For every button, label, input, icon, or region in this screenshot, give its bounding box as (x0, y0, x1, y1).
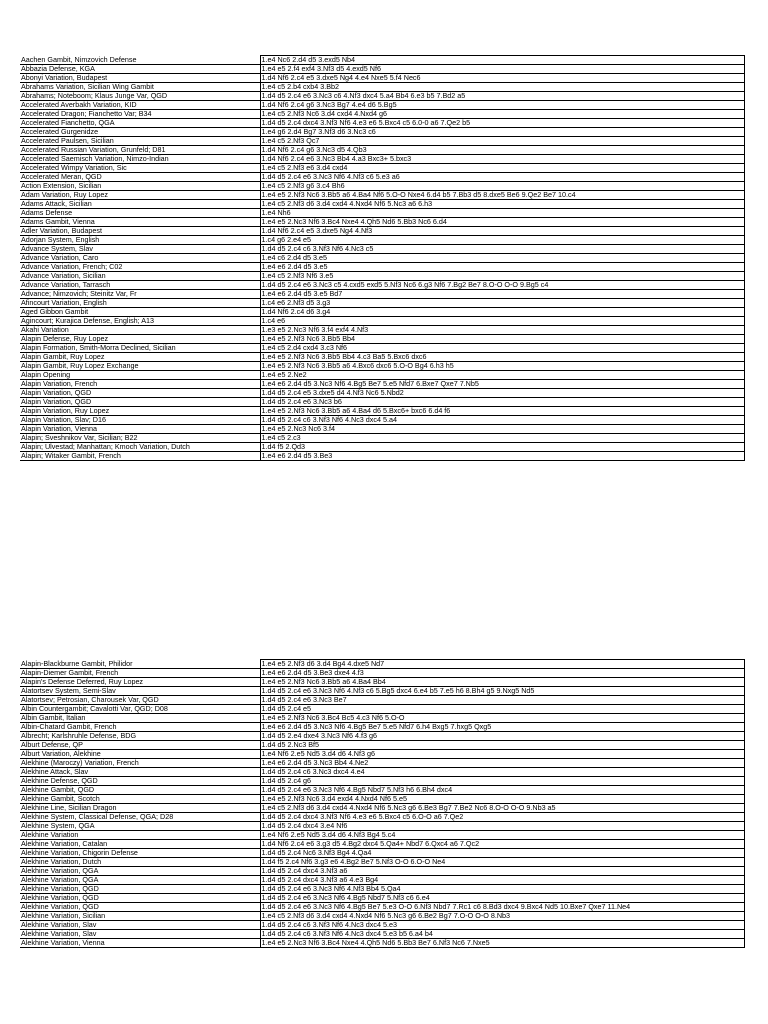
opening-moves-cell: 1.d4 d5 2.c4 dxc4 3.Nf3 Nf6 4.e3 e6 5.Bxc4 c5 6.0-0 a6 7.Qe2 b5 (260, 119, 744, 128)
opening-name-cell: Alapin Opening (20, 371, 260, 380)
table-row (20, 272, 744, 281)
opening-name-cell: Alekhine Variation, QGD (20, 894, 260, 903)
opening-moves-cell: 1.d4 d5 2.c4 e6 3.Nc3 Nf6 4.Bg5 Nbd7 5.Nf3 h6 6.Bh4 dxc4 (260, 786, 744, 795)
opening-moves-cell: 1.e4 e6 2.d4 d5 3.e5 Bd7 (260, 290, 744, 299)
table-row (20, 335, 744, 344)
opening-name-cell: Alapin Variation, Ruy Lopez (20, 407, 260, 416)
opening-moves-cell: 1.e4 e5 2.Nf3 Nc6 3.Bb5 a6 4.Ba4 d6 5.Bxc6+ bxc6 6.d4 f6 (260, 407, 744, 416)
opening-name-cell: Advance Variation, French; C02 (20, 263, 260, 272)
table-row (20, 209, 744, 218)
opening-moves-cell: 1.d4 Nf6 2.c4 g6 3.Nc3 d5 4.Qb3 (260, 146, 744, 155)
opening-name-cell: Albrecht; Karlshruhle Defense, BDG (20, 732, 260, 741)
table-row (20, 660, 744, 669)
table-row (20, 290, 744, 299)
openings-table-2 (20, 659, 745, 948)
opening-name-cell: Alapin-Blackburne Gambit, Philidor (20, 660, 260, 669)
table-row (20, 416, 744, 425)
opening-moves-cell: 1.d4 d5 2.c4 e5 (260, 705, 744, 714)
opening-moves-cell: 1.d4 d5 2.c4 e6 3.Nc3 Nf6 4.Bg5 Nbd7 5.Nf3 c6 6.e4 (260, 894, 744, 903)
table-row (20, 452, 744, 461)
opening-name-cell: Adler Variation, Budapest (20, 227, 260, 236)
opening-name-cell: Alapin Variation, French (20, 380, 260, 389)
table-row (20, 705, 744, 714)
table-row (20, 840, 744, 849)
table-row (20, 317, 744, 326)
table-row (20, 714, 744, 723)
opening-moves-cell: 1.e4 e5 2.Nf3 Nc6 3.Bb5 a6 4.Ba4 Bb4 (260, 678, 744, 687)
opening-name-cell: Alapin; Sveshnikov Var, Sicilian; B22 (20, 434, 260, 443)
opening-name-cell: Accelerated Paulsen, Sicilian (20, 137, 260, 146)
opening-moves-cell: 1.d4 d5 2.c4 dxc4 3.Nf3 Nf6 4.e3 e6 5.Bxc4 c5 6.O-O a6 7.Qe2 (260, 813, 744, 822)
opening-name-cell: Accelerated Russian Variation, Grunfeld; D81 (20, 146, 260, 155)
opening-moves-cell: 1.d4 d5 2.c4 e6 3.Nc3 c6 4.Nf3 dxc4 5.a4 Bb4 6.e3 b5 7.Bd2 a5 (260, 92, 744, 101)
opening-name-cell: Action Extension, Sicilian (20, 182, 260, 191)
opening-name-cell: Advance; Nimzovich; Steinitz Var, Fr (20, 290, 260, 299)
opening-name-cell: Abbazia Defense, KGA (20, 65, 260, 74)
opening-moves-cell: 1.d4 Nf6 2.c4 d6 3.g4 (260, 308, 744, 317)
opening-moves-cell: 1.e4 e6 2.d4 d5 3.Be3 dxe4 4.f3 (260, 669, 744, 678)
table-row (20, 939, 744, 948)
table-row (20, 155, 744, 164)
table-row (20, 236, 744, 245)
opening-name-cell: Advance Variation, Sicilian (20, 272, 260, 281)
opening-name-cell: Abrahams Variation, Sicilian Wing Gambit (20, 83, 260, 92)
opening-name-cell: Aged Gibbon Gambit (20, 308, 260, 317)
table-row (20, 56, 744, 65)
table-row (20, 443, 744, 452)
opening-moves-cell: 1.e4 e5 2.Nf3 Nc6 3.Bc4 Bc5 4.c3 Nf6 5.O-O (260, 714, 744, 723)
opening-moves-cell: 1.e4 Nf6 2.e5 Nd5 3.d4 d6 4.Nf3 g6 (260, 750, 744, 759)
opening-name-cell: Alekhine Gambit, Scotch (20, 795, 260, 804)
opening-name-cell: Alburt Variation, Alekhine (20, 750, 260, 759)
opening-moves-cell: 1.c4 g6 2.e4 e5 (260, 236, 744, 245)
table-row (20, 425, 744, 434)
table-row (20, 200, 744, 209)
opening-name-cell: Alekhine Attack, Slav (20, 768, 260, 777)
opening-name-cell: Accelerated Averbakh Variation, KID (20, 101, 260, 110)
table-row (20, 921, 744, 930)
opening-moves-cell: 1.d4 f5 2.Qd3 (260, 443, 744, 452)
opening-moves-cell: 1.d4 d5 2.c4 dxc4 3.Nf3 a6 4.e3 Bg4 (260, 876, 744, 885)
opening-moves-cell: 1.e4 e5 2.Nf3 d6 3.d4 Bg4 4.dxe5 Nd7 (260, 660, 744, 669)
opening-name-cell: Albin Countergambit; Cavalotti Var, QGD; D08 (20, 705, 260, 714)
table-row (20, 110, 744, 119)
table-row (20, 768, 744, 777)
opening-moves-cell: 1.d4 Nf6 2.c4 e6 3.Nc3 Bb4 4.a3 Bxc3+ 5.bxc3 (260, 155, 744, 164)
opening-moves-cell: 1.e4 c5 2.Nf3 d6 3.d4 cxd4 4.Nxd4 Nf6 5.Nc3 g6 6.Be2 Bg7 7.O-O O-O 8.Nb3 (260, 912, 744, 921)
opening-moves-cell: 1.e4 e5 2.Nf3 Nc6 3.Bb5 Bb4 (260, 335, 744, 344)
table-row (20, 912, 744, 921)
opening-name-cell: Accelerated Fianchetto, QGA (20, 119, 260, 128)
opening-moves-cell: 1.e4 c5 2.Nf3 d6 3.d4 cxd4 4.Nxd4 Nf6 5.Nc3 g6 6.Be3 Bg7 7.Be2 Nc6 8.O-O O-O 9.Nb3 a5 (260, 804, 744, 813)
table-row (20, 344, 744, 353)
opening-name-cell: Alapin Variation, QGD (20, 389, 260, 398)
opening-moves-cell: 1.e3 e5 2.Nc3 Nf6 3.f4 exf4 4.Nf3 (260, 326, 744, 335)
opening-name-cell: Alburt Defense, QP (20, 741, 260, 750)
opening-name-cell: Alekhine Variation, Dutch (20, 858, 260, 867)
table-row (20, 434, 744, 443)
opening-moves-cell: 1.d4 d5 2.c4 e6 3.Nc3 c5 4.cxd5 exd5 5.Nf3 Nc6 6.g3 Nf6 7.Bg2 Be7 8.O-O O-O 9.Bg5 c4 (260, 281, 744, 290)
table-row (20, 885, 744, 894)
opening-name-cell: Alapin Formation, Smith-Morra Declined, Sicilian (20, 344, 260, 353)
table-row (20, 83, 744, 92)
opening-name-cell: Alekhine Defense, QGD (20, 777, 260, 786)
opening-moves-cell: 1.d4 d5 2.c4 e6 3.Nc3 Nf6 4.Nf3 c6 5.Bg5 dxc4 6.e4 b5 7.e5 h6 8.Bh4 g5 9.Nxg5 Nd5 (260, 687, 744, 696)
opening-name-cell: Alapin; Ulvestad; Manhattan; Kmoch Variation, Dutch (20, 443, 260, 452)
opening-moves-cell: 1.e4 e5 2.Nc3 Nf6 3.Bc4 Nxe4 4.Qh5 Nd6 5.Bb3 Be7 6.Nf3 Nc6 7.Nxe5 (260, 939, 744, 948)
table-row (20, 227, 744, 236)
table-row (20, 813, 744, 822)
table-row (20, 723, 744, 732)
table-row (20, 849, 744, 858)
opening-moves-cell: 1.d4 Nf6 2.c4 e5 3.dxe5 Ng4 4.Nf3 (260, 227, 744, 236)
opening-moves-cell: 1.e4 g6 2.d4 Bg7 3.Nf3 d6 3.Nc3 c6 (260, 128, 744, 137)
opening-name-cell: Alekhine Variation, Chigorin Defense (20, 849, 260, 858)
table-row (20, 191, 744, 200)
table-row (20, 867, 744, 876)
opening-name-cell: Alekhine Gambit, QGD (20, 786, 260, 795)
opening-moves-cell: 1.e4 e5 2.Nf3 Nc6 3.d4 exd4 4.Nxd4 Nf6 5.e5 (260, 795, 744, 804)
opening-name-cell: Alapin Variation, QGD (20, 398, 260, 407)
table-row (20, 380, 744, 389)
opening-moves-cell: 1.d4 d5 2.c4 e5 3.dxe5 d4 4.Nf3 Nc6 5.Nbd2 (260, 389, 744, 398)
opening-moves-cell: 1.d4 d5 2.c4 Nc6 3.Nf3 Bg4 4.Qa4 (260, 849, 744, 858)
opening-moves-cell: 1.e4 e5 2.Nf3 Nc6 3.Bb5 a6 4.Bxc6 dxc6 5.O-O Bg4 6.h3 h5 (260, 362, 744, 371)
table-row (20, 795, 744, 804)
opening-moves-cell: 1.d4 d5 2.c4 dxc4 3.Nf3 a6 (260, 867, 744, 876)
opening-name-cell: Alapin's Defense Deferred, Ruy Lopez (20, 678, 260, 687)
opening-name-cell: Alatortsev; Petrosian, Charousek Var, QGD (20, 696, 260, 705)
opening-moves-cell: 1.e4 e6 2.d4 d5 3.Be3 (260, 452, 744, 461)
table-row (20, 678, 744, 687)
opening-moves-cell: 1.d4 d5 2.c4 c6 3.Nf3 Nf6 4.Nc3 dxc4 5.a4 (260, 416, 744, 425)
table-row (20, 804, 744, 813)
opening-name-cell: Alekhine Variation, Slav (20, 921, 260, 930)
table-row (20, 218, 744, 227)
opening-name-cell: Alekhine Line, Sicilian Dragon (20, 804, 260, 813)
opening-moves-cell: 1.d4 Nf6 2.c4 g6 3.Nc3 Bg7 4.e4 d6 5.Bg5 (260, 101, 744, 110)
table-row (20, 903, 744, 912)
opening-name-cell: Alapin Gambit, Ruy Lopez Exchange (20, 362, 260, 371)
opening-moves-cell: 1.d4 d5 2.c4 dxc4 3.e4 Nf6 (260, 822, 744, 831)
opening-name-cell: Alatortsev System, Semi-Slav (20, 687, 260, 696)
opening-name-cell: Adams Attack, Sicilian (20, 200, 260, 209)
table-row (20, 245, 744, 254)
table-row (20, 308, 744, 317)
opening-moves-cell: 1.e4 e6 2.d4 d5 3.Nc3 Bb4 4.Ne2 (260, 759, 744, 768)
table-row (20, 101, 744, 110)
opening-moves-cell: 1.d4 d5 2.e4 dxe4 3.Nc3 Nf6 4.f3 g6 (260, 732, 744, 741)
openings-table-1-body (20, 56, 744, 461)
opening-moves-cell: 1.e4 e6 2.d4 d5 3.Nc3 Nf6 4.Bg5 Be7 5.e5 Nfd7 6.h4 Bxg5 7.hxg5 Qxg5 (260, 723, 744, 732)
opening-moves-cell: 1.e4 e5 2.Nf3 Nc6 3.Bb5 a6 4.Ba4 Nf6 5.O-O Nxe4 6.d4 b5 7.Bb3 d5 8.dxe5 Be6 9.Qe2 Be7 10.c4 (260, 191, 744, 200)
opening-name-cell: Alekhine Variation, Catalan (20, 840, 260, 849)
opening-name-cell: Alapin Defense, Ruy Lopez (20, 335, 260, 344)
opening-moves-cell: 1.e4 e6 2.d4 d5 3.e5 (260, 263, 744, 272)
table-row (20, 407, 744, 416)
opening-name-cell: Akahi Variation (20, 326, 260, 335)
table-row (20, 137, 744, 146)
opening-name-cell: Adams Gambit, Vienna (20, 218, 260, 227)
table-row (20, 786, 744, 795)
opening-name-cell: Adam Variation, Ruy Lopez (20, 191, 260, 200)
opening-moves-cell: 1.e4 c5 2.Nf3 g6 3.c4 Bh6 (260, 182, 744, 191)
opening-moves-cell: 1.e4 e5 2.Nf3 Nc6 3.Bb5 Bb4 4.c3 Ba5 5.Bxc6 dxc6 (260, 353, 744, 362)
opening-moves-cell: 1.d4 Nf6 2.c4 e5 3.dxe5 Ng4 4.e4 Nxe5 5.f4 Nec6 (260, 74, 744, 83)
table-row (20, 182, 744, 191)
opening-name-cell: Accelerated Wimpy Variation, Sic (20, 164, 260, 173)
table-row (20, 362, 744, 371)
table-row (20, 759, 744, 768)
opening-moves-cell: 1.d4 f5 2.c4 Nf6 3.g3 e6 4.Bg2 Be7 5.Nf3 O-O 6.O-O Ne4 (260, 858, 744, 867)
table-row (20, 371, 744, 380)
opening-moves-cell: 1.d4 d5 2.c4 e6 3.Nc3 Be7 (260, 696, 744, 705)
table-row (20, 353, 744, 362)
opening-moves-cell: 1.e4 e5 2.Nc3 Nc6 3.f4 (260, 425, 744, 434)
openings-table-2-body (20, 660, 744, 948)
table-row (20, 128, 744, 137)
table-row (20, 822, 744, 831)
table-row (20, 173, 744, 182)
table-row (20, 389, 744, 398)
table-row (20, 876, 744, 885)
opening-name-cell: Accelerated Dragon; Fianchetto Var; B34 (20, 110, 260, 119)
opening-moves-cell: 1.e4 Nf6 2.e5 Nd5 3.d4 d6 4.Nf3 Bg4 5.c4 (260, 831, 744, 840)
opening-moves-cell: 1.d4 d5 2.c4 c6 3.Nf3 Nf6 4.Nc3 dxc4 5.e3 b5 6.a4 b4 (260, 930, 744, 939)
opening-name-cell: Alekhine System, Classical Defense, QGA; D28 (20, 813, 260, 822)
opening-name-cell: Alapin Variation, Vienna (20, 425, 260, 434)
opening-name-cell: Alekhine Variation, Vienna (20, 939, 260, 948)
table-row (20, 750, 744, 759)
opening-moves-cell: 1.e4 c6 2.d4 d5 3.e5 (260, 254, 744, 263)
opening-moves-cell: 1.e4 e5 2.Ne2 (260, 371, 744, 380)
opening-moves-cell: 1.e4 e5 2.f4 exf4 3.Nf3 d5 4.exd5 Nf6 (260, 65, 744, 74)
opening-moves-cell: 1.d4 d5 2.c4 e6 3.Nc3 b6 (260, 398, 744, 407)
opening-name-cell: Alekhine Variation, QGA (20, 876, 260, 885)
opening-moves-cell: 1.d4 d5 2.c4 g6 (260, 777, 744, 786)
opening-name-cell: Alekhine Variation, Slav (20, 930, 260, 939)
opening-name-cell: Alekhine (Maroczy) Variation, French (20, 759, 260, 768)
table-row (20, 930, 744, 939)
opening-name-cell: Advance Variation, Caro (20, 254, 260, 263)
table-row (20, 831, 744, 840)
opening-moves-cell: 1.c4 e6 (260, 317, 744, 326)
table-row (20, 92, 744, 101)
opening-moves-cell: 1.e4 c5 2.Nf3 Nf6 3.e5 (260, 272, 744, 281)
opening-name-cell: Abrahams; Noteboom; Klaus Junge Var, QGD (20, 92, 260, 101)
opening-moves-cell: 1.c4 e6 2.Nf3 d5 3.g3 (260, 299, 744, 308)
opening-name-cell: Accelerated Saemisch Variation, Nimzo-Indian (20, 155, 260, 164)
opening-moves-cell: 1.e4 e5 2.Nc3 Nf6 3.Bc4 Nxe4 4.Qh5 Nd6 5.Bb3 Nc6 6.d4 (260, 218, 744, 227)
table-row (20, 741, 744, 750)
opening-moves-cell: 1.d4 d5 2.c4 c6 3.Nf3 Nf6 4.Nc3 dxc4 5.e3 (260, 921, 744, 930)
opening-name-cell: Alekhine System, QGA (20, 822, 260, 831)
opening-name-cell: Afincourt Variation, English (20, 299, 260, 308)
opening-name-cell: Aachen Gambit, Nimzovich Defense (20, 56, 260, 65)
opening-name-cell: Alekhine Variation (20, 831, 260, 840)
opening-moves-cell: 1.e4 c5 2.c3 (260, 434, 744, 443)
table-row (20, 263, 744, 272)
opening-name-cell: Abonyi Variation, Budapest (20, 74, 260, 83)
opening-name-cell: Alapin Variation, Slav; D16 (20, 416, 260, 425)
opening-name-cell: Accelerated Gurgenidze (20, 128, 260, 137)
opening-moves-cell: 1.e4 c5 2.Nf3 e6 3.d4 cxd4 (260, 164, 744, 173)
opening-moves-cell: 1.e4 c5 2.Nf3 d6 3.d4 cxd4 4.Nxd4 Nf6 5.Nc3 a6 6.h3 (260, 200, 744, 209)
table-row (20, 74, 744, 83)
opening-name-cell: Alapin; Witaker Gambit, French (20, 452, 260, 461)
opening-name-cell: Advance Variation, Tarrasch (20, 281, 260, 290)
opening-name-cell: Albin-Chatard Gambit, French (20, 723, 260, 732)
opening-moves-cell: 1.e4 e6 2.d4 d5 3.Nc3 Nf6 4.Bg5 Be7 5.e5 Nfd7 6.Bxe7 Qxe7 7.Nb5 (260, 380, 744, 389)
opening-name-cell: Alapin Gambit, Ruy Lopez (20, 353, 260, 362)
opening-name-cell: Alekhine Variation, Sicilian (20, 912, 260, 921)
table-row (20, 398, 744, 407)
opening-moves-cell: 1.d4 d5 2.c4 e6 3.Nc3 Nf6 4.Nf3 c6 5.e3 a6 (260, 173, 744, 182)
table-row (20, 119, 744, 128)
opening-moves-cell: 1.d4 Nf6 2.c4 e6 3.g3 d5 4.Bg2 dxc4 5.Qa4+ Nbd7 6.Qxc4 a6 7.Qc2 (260, 840, 744, 849)
table-row (20, 777, 744, 786)
table-row (20, 146, 744, 155)
table-row (20, 858, 744, 867)
opening-moves-cell: 1.d4 d5 2.c4 c6 3.Nc3 dxc4 4.e4 (260, 768, 744, 777)
table-row (20, 687, 744, 696)
opening-moves-cell: 1.e4 c5 2.Nf3 Nc6 3.d4 cxd4 4.Nxd4 g6 (260, 110, 744, 119)
openings-table-1 (20, 55, 745, 461)
opening-name-cell: Alapin-Diemer Gambit, French (20, 669, 260, 678)
table-row (20, 281, 744, 290)
opening-moves-cell: 1.d4 d5 2.c4 c6 3.Nf3 Nf6 4.Nc3 c5 (260, 245, 744, 254)
opening-name-cell: Alekhine Variation, QGD (20, 885, 260, 894)
table-row (20, 696, 744, 705)
table-row (20, 669, 744, 678)
opening-moves-cell: 1.d4 d5 2.c4 e6 3.Nc3 Nf6 4.Bg5 Be7 5.e3 O-O 6.Nf3 Nbd7 7.Rc1 c6 8.Bd3 dxc4 9.Bxc4 Nd5 10.Bxe7 Qxe7 11.Ne4 (260, 903, 744, 912)
table-row (20, 732, 744, 741)
opening-name-cell: Alekhine Variation, QGD (20, 903, 260, 912)
table-row (20, 326, 744, 335)
table-row (20, 254, 744, 263)
table-row (20, 164, 744, 173)
opening-name-cell: Accelerated Meran, QGD (20, 173, 260, 182)
opening-name-cell: Agincourt; Kurajica Defense, English; A13 (20, 317, 260, 326)
opening-moves-cell: 1.e4 Nh6 (260, 209, 744, 218)
opening-name-cell: Albin Gambit, Italian (20, 714, 260, 723)
opening-name-cell: Adams Defense (20, 209, 260, 218)
opening-moves-cell: 1.e4 c5 2.Nf3 Qc7 (260, 137, 744, 146)
opening-moves-cell: 1.e4 c5 2.d4 cxd4 3.c3 Nf6 (260, 344, 744, 353)
table-row (20, 299, 744, 308)
table-row (20, 894, 744, 903)
opening-moves-cell: 1.d4 d5 2.c4 e6 3.Nc3 Nf6 4.Nf3 Bb4 5.Qa4 (260, 885, 744, 894)
opening-name-cell: Alekhine Variation, QGA (20, 867, 260, 876)
opening-name-cell: Advance System, Slav (20, 245, 260, 254)
table-row (20, 65, 744, 74)
opening-name-cell: Adorjan System, English (20, 236, 260, 245)
opening-moves-cell: 1.e4 c5 2.b4 cxb4 3.Bb2 (260, 83, 744, 92)
opening-moves-cell: 1.e4 Nc6 2.d4 d5 3.exd5 Nb4 (260, 56, 744, 65)
opening-moves-cell: 1.d4 d5 2.Nc3 Bf5 (260, 741, 744, 750)
